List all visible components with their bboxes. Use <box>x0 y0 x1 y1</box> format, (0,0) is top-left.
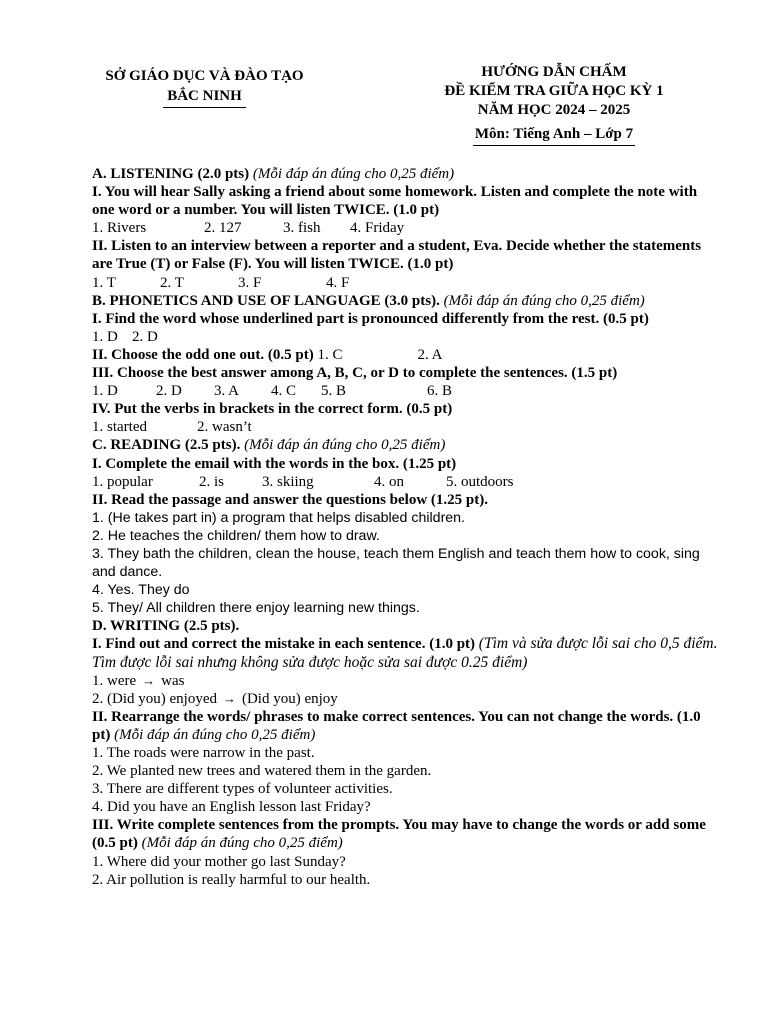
listening-part1-answers <box>92 219 718 237</box>
reading-part1-instruction: I. Complete the email with the words in the box. (1.25 pt) <box>92 455 457 472</box>
reading-part2-answer: 4. Yes. They do <box>92 582 190 599</box>
answer-item: 2. D <box>132 328 158 345</box>
answer-item: 1. popular <box>92 473 153 490</box>
answer-item: 1. D <box>92 328 118 345</box>
listening-part1-instruction: I. You will hear Sally asking a friend about some homework. Listen and complete the note with one word or a number. You will listen TWICE. (1.0 pt) <box>92 184 698 219</box>
reading-part2-answer: 1. (He takes part in) a program that helps disabled children. <box>92 509 466 526</box>
exam-name: ĐỀ KIỂM TRA GIỮA HỌC KỲ 1 <box>444 83 664 99</box>
subject-line: Môn: Tiếng Anh – Lớp 7 <box>473 125 635 146</box>
province-name: BẮC NINH <box>163 86 246 108</box>
writing-part2-answer: 2. We planted new trees and watered them in the garden. <box>92 763 432 780</box>
department-name: SỞ GIÁO DỤC VÀ ĐÀO TẠO <box>105 68 304 84</box>
answer-key-body <box>92 165 718 889</box>
writing-part1-scoring-note: (Tìm và sửa được lỗi sai cho 0,5 điểm. Tìm được lỗi sai nhưng không sửa được hoặc sửa sai được 0.25 điểm) <box>92 635 718 671</box>
reading-part2-instruction: II. Read the passage and answer the questions below (1.25 pt). <box>92 491 489 508</box>
score-note: (Mỗi đáp án đúng cho 0,25 điểm) <box>252 166 455 182</box>
phonetics-part4-instruction: IV. Put the verbs in brackets in the correct form. (0.5 pt) <box>92 401 453 418</box>
score-note: (Mỗi đáp án đúng cho 0,25 điểm) <box>114 726 316 743</box>
answer-item: 2. 127 <box>204 220 242 237</box>
answer-item: 1. Rivers <box>92 220 147 237</box>
mistake-text: 1. were <box>92 672 137 689</box>
answer-item: 1. C <box>317 346 343 363</box>
doc-title: HƯỚNG DẪN CHẤM <box>481 64 627 80</box>
writing-part3-answer: 1. Where did your mother go last Sunday? <box>92 853 346 870</box>
answer-item: 4. F <box>326 274 350 291</box>
answer-item: 2. T <box>160 274 184 291</box>
reading-part2-answer: 3. They bath the children, clean the house, teach them English and teach them how to cook, sing and dance. <box>92 545 700 581</box>
writing-part3-answer: 2. Air pollution is really harmful to our health. <box>92 871 371 888</box>
answer-item: 4. C <box>271 383 297 400</box>
phonetics-part1-answers <box>92 328 718 346</box>
answer-item: 1. D <box>92 383 118 400</box>
writing-part2-answer: 4. Did you have an English lesson last Friday? <box>92 799 371 816</box>
section-heading-phonetics: B. PHONETICS AND USE OF LANGUAGE (3.0 pts). (Mỗi đáp án đúng cho 0,25 điểm) <box>92 292 645 309</box>
section-heading-listening: A. LISTENING (2.0 pts) (Mỗi đáp án đúng cho 0,25 điểm) <box>92 166 455 182</box>
writing-part1-answer <box>92 690 718 708</box>
answer-item: 2. is <box>199 473 225 490</box>
answer-item: 3. F <box>238 274 262 291</box>
arrow-icon: → <box>222 690 236 706</box>
mistake-text: 2. (Did you) enjoyed <box>92 690 217 707</box>
department-header <box>92 66 317 108</box>
section-heading-writing: D. WRITING (2.5 pts). <box>92 618 240 635</box>
answer-item: 6. B <box>427 383 453 400</box>
phonetics-part2-instruction: II. Choose the odd one out. (0.5 pt) <box>92 346 314 363</box>
exam-title-block <box>404 63 704 146</box>
phonetics-part3-answers <box>92 382 718 400</box>
score-note: (Mỗi đáp án đúng cho 0,25 điểm) <box>141 835 343 852</box>
writing-part1-answer <box>92 672 718 690</box>
score-note: (Mỗi đáp án đúng cho 0,25 điểm) <box>443 292 645 309</box>
listening-part2-instruction: II. Listen to an interview between a reporter and a student, Eva. Decide whether the statements are True (T) or False (F). You will listen TWICE. (1.0 pt) <box>92 238 702 273</box>
reading-part2-answer: 5. They/ All children there enjoy learning new things. <box>92 600 420 617</box>
correction-text: was <box>161 672 185 689</box>
answer-item: 4. Friday <box>350 220 405 237</box>
section-heading-reading: C. READING (2.5 pts). (Mỗi đáp án đúng cho 0,25 điểm) <box>92 437 446 454</box>
reading-part1-answers <box>92 473 718 491</box>
answer-item: 3. skiing <box>262 473 314 490</box>
answer-item: 2. wasn’t <box>197 419 252 436</box>
arrow-icon: → <box>142 672 156 688</box>
writing-part2-instruction: II. Rearrange the words/ phrases to make correct sentences. You can not change the words. (1.0 pt) (Mỗi đáp án đúng cho 0,25 điểm) <box>92 708 701 743</box>
writing-part2-answer: 1. The roads were narrow in the past. <box>92 745 315 761</box>
phonetics-part2-line <box>92 346 718 364</box>
writing-part1-instruction: I. Find out and correct the mistake in each sentence. (1.0 pt) (Tìm và sửa được lỗi sai cho 0,5 điểm. Tìm được lỗi sai nhưng không sửa được hoặc sửa sai được 0.25 điểm) <box>92 635 718 671</box>
listening-part2-answers <box>92 274 718 292</box>
reading-part2-answer: 2. He teaches the children/ them how to draw. <box>92 527 380 544</box>
writing-part3-instruction: III. Write complete sentences from the prompts. You may have to change the words or add some (0.5 pt) (Mỗi đáp án đúng cho 0,25 điểm) <box>92 817 706 852</box>
phonetics-part4-answers <box>92 418 718 436</box>
answer-item: 2. A <box>417 346 443 363</box>
answer-item: 5. outdoors <box>446 473 514 490</box>
phonetics-part1-instruction: I. Find the word whose underlined part is pronounced differently from the rest. (0.5 pt) <box>92 310 649 327</box>
writing-part2-answer: 3. There are different types of volunteer activities. <box>92 781 393 798</box>
answer-item: 1. started <box>92 419 147 436</box>
answer-item: 3. A <box>214 383 240 400</box>
score-note: (Mỗi đáp án đúng cho 0,25 điểm) <box>244 437 446 454</box>
phonetics-part3-instruction: III. Choose the best answer among A, B, C, or D to complete the sentences. (1.5 pt) <box>92 365 618 382</box>
school-year: NĂM HỌC 2024 – 2025 <box>477 102 631 118</box>
answer-item: 4. on <box>374 473 404 490</box>
answer-item: 2. D <box>156 383 182 400</box>
answer-item: 3. fish <box>283 220 321 237</box>
answer-item: 1. T <box>92 274 116 291</box>
answer-item: 5. B <box>321 383 347 400</box>
correction-text: (Did you) enjoy <box>241 690 338 707</box>
